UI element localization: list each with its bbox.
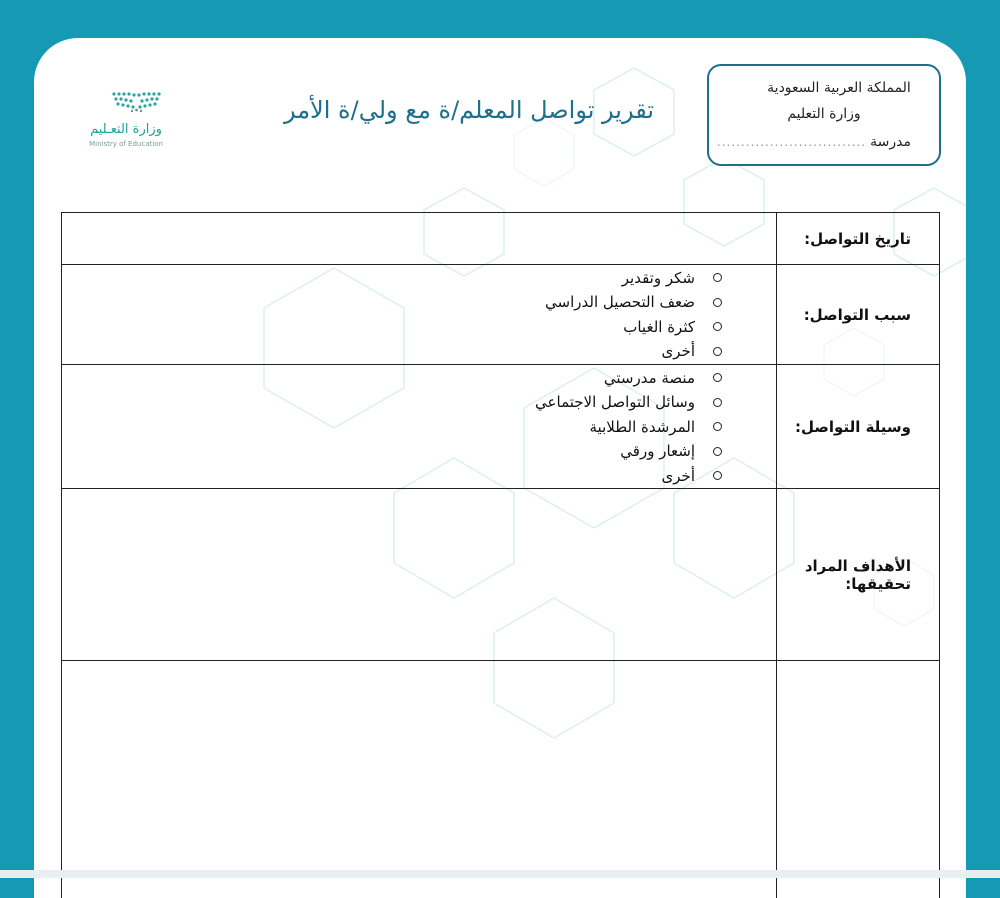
option-item[interactable]	[62, 439, 722, 464]
goals-value-cell[interactable]	[62, 489, 777, 661]
option-label: وسائل التواصل الاجتماعي	[535, 393, 695, 411]
document-title: تقرير تواصل المعلم/ة مع ولي/ة الأمر	[274, 96, 664, 124]
option-label: منصة مدرستي	[604, 369, 695, 387]
option-label: شكر وتقدير	[622, 269, 695, 287]
logo-arabic-text: وزارة التعـليم	[86, 122, 166, 137]
table-row	[62, 265, 940, 365]
reason-options-cell	[62, 265, 777, 365]
option-item[interactable]	[62, 266, 722, 291]
school-label: مدرسة	[870, 134, 911, 150]
option-label: كثرة الغياب	[623, 318, 695, 336]
radio-circle-icon[interactable]	[713, 447, 722, 456]
radio-circle-icon[interactable]	[713, 398, 722, 407]
radio-circle-icon[interactable]	[713, 373, 722, 382]
date-value-cell[interactable]	[62, 213, 777, 265]
logo-english-text: Ministry of Education	[86, 140, 166, 148]
table-row	[62, 365, 940, 489]
radio-circle-icon[interactable]	[713, 273, 722, 282]
option-item[interactable]	[62, 414, 722, 439]
ministry-logo-icon	[82, 88, 162, 120]
reason-label: سبب التواصل:	[777, 265, 940, 365]
ministry-logo	[82, 88, 192, 150]
radio-circle-icon[interactable]	[713, 322, 722, 331]
table-row	[62, 213, 940, 265]
extra-label-cell	[777, 661, 940, 898]
table-row	[62, 661, 940, 898]
option-item[interactable]	[62, 315, 722, 340]
option-label: ضعف التحصيل الدراسي	[545, 293, 695, 311]
report-form-table	[61, 212, 940, 898]
option-label: المرشدة الطلابية	[590, 418, 696, 436]
option-item[interactable]	[62, 390, 722, 415]
date-label: تاريخ التواصل:	[777, 213, 940, 265]
extra-value-cell[interactable]	[62, 661, 777, 898]
option-label: أخرى	[662, 467, 695, 485]
option-item[interactable]	[62, 365, 722, 390]
goals-label: الأهداف المراد تحقيقها:	[777, 489, 940, 661]
option-item[interactable]	[62, 290, 722, 315]
option-label: إشعار ورقي	[620, 442, 695, 460]
radio-circle-icon[interactable]	[713, 347, 722, 356]
bottom-edge	[0, 870, 1000, 878]
radio-circle-icon[interactable]	[713, 298, 722, 307]
table-row	[62, 489, 940, 661]
school-info-box	[707, 64, 941, 166]
radio-circle-icon[interactable]	[713, 422, 722, 431]
school-blank: ...............................	[717, 135, 866, 149]
document-page	[34, 38, 966, 898]
option-item[interactable]	[62, 463, 722, 488]
kingdom-text: المملكة العربية السعودية	[767, 80, 911, 96]
option-label: أخرى	[662, 342, 695, 360]
ministry-text: وزارة التعليم	[787, 106, 860, 122]
radio-circle-icon[interactable]	[713, 471, 722, 480]
option-item[interactable]	[62, 339, 722, 364]
method-options-cell	[62, 365, 777, 489]
method-label: وسيلة التواصل:	[777, 365, 940, 489]
